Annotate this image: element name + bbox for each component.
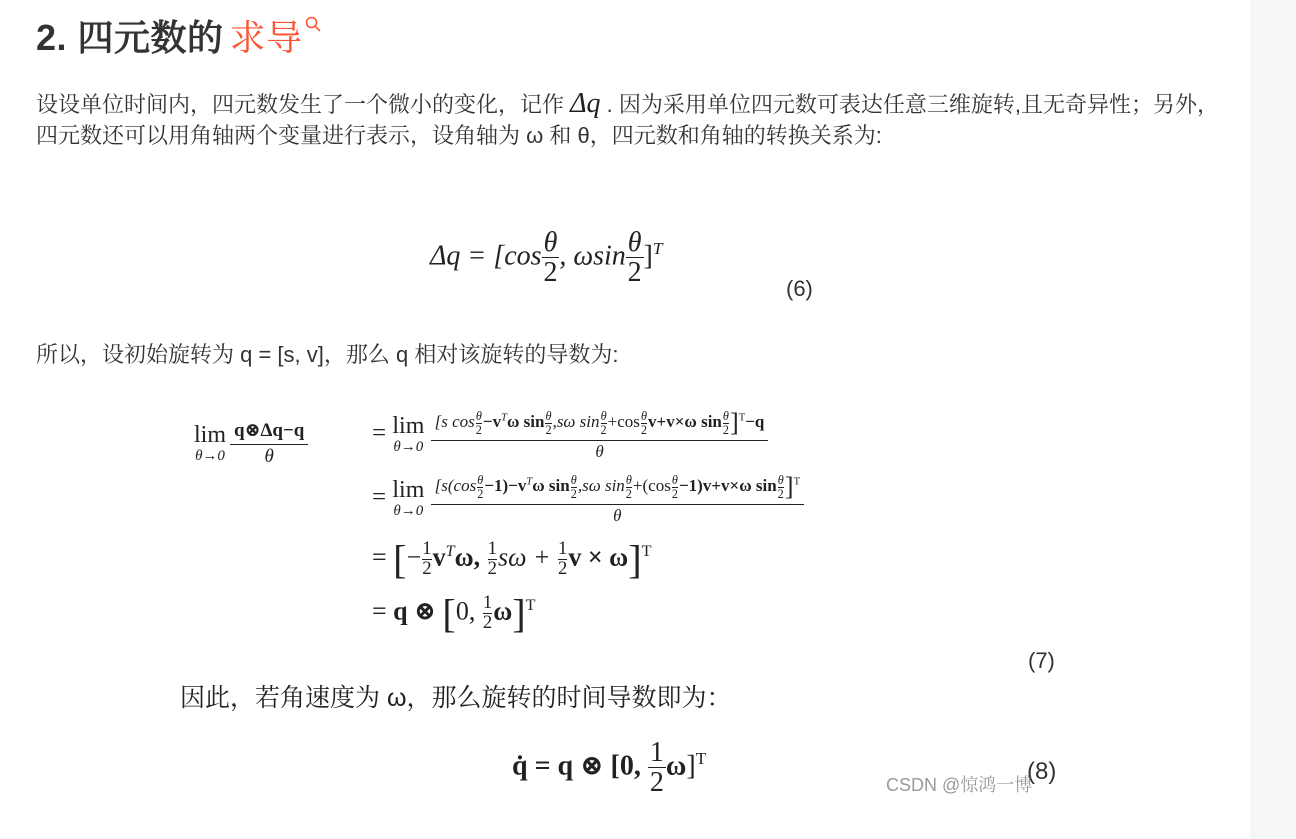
eq7-r2-limit xyxy=(392,478,424,519)
eq7-lhs-frac xyxy=(230,420,308,468)
eq7-lhs-den: θ xyxy=(264,445,274,467)
search-icon[interactable] xyxy=(305,16,321,32)
eq7-r3-half-1-n: 1 xyxy=(422,538,432,560)
eq7-r2-f: −1)v+v×ω sin xyxy=(678,476,777,496)
right-sidebar xyxy=(1250,0,1296,839)
equation-7-number: (7) xyxy=(1028,648,1055,673)
eq8-omega: ω xyxy=(665,750,687,782)
eq7-r3-half-3-d: 2 xyxy=(558,558,568,579)
eq7-r4-c: ω xyxy=(493,596,513,626)
eq6-mid: , ωsin xyxy=(559,240,626,272)
eq7-r3-open: [ xyxy=(393,537,407,582)
equation-7-row-1 xyxy=(372,408,768,462)
delta-q-symbol: Δq xyxy=(570,88,601,119)
eq7-r1-tf3 xyxy=(601,410,607,435)
eq6-frac-1 xyxy=(542,228,560,288)
paragraph-intro-text-b: . 因为采用单位四元数可表达任意三维旋转,且无奇异性；另外，四元数还可以用角轴两个变量进行表示，设角轴为 ω 和 θ，四元数和角轴的转换关系为: xyxy=(36,92,1220,148)
eq7-r1-a: [s cos xyxy=(434,412,475,432)
csdn-watermark: CSDN @惊鸿一博 xyxy=(886,775,1033,795)
eq7-r1-g: ] xyxy=(730,408,739,437)
paragraph-derivative-intro: 所以，设初始旋转为 q = [s, v]，那么 q 相对该旋转的导数为: xyxy=(36,342,619,367)
eq7-r1-tf5 xyxy=(723,410,729,435)
eq7-r2-e: +(cos xyxy=(632,476,671,496)
eq7-r1-num xyxy=(431,408,769,441)
eq7-r4-b: 0, xyxy=(455,596,476,626)
eq7-r2-tf3-d: 2 xyxy=(625,486,632,501)
eq7-r3-c: ω, xyxy=(454,542,481,572)
eq7-r3-half-2-n: 1 xyxy=(487,538,497,560)
eq7-lhs-limit xyxy=(194,423,226,464)
eq6-lhs: Δq = [cos xyxy=(430,240,542,272)
eq7-r3-half-2 xyxy=(488,540,497,578)
eq8-half xyxy=(648,738,666,798)
eq7-r2-tf3 xyxy=(626,474,632,499)
eq8-half-den: 2 xyxy=(649,767,664,799)
paragraph-intro xyxy=(36,88,1226,151)
eq7-r1-f: v+v×ω sin xyxy=(648,412,722,432)
equation-8-number: (8) xyxy=(1027,758,1057,785)
eq7-r1-e: +cos xyxy=(607,412,640,432)
equation-6 xyxy=(430,228,663,288)
eq7-r3-close: ] xyxy=(628,537,642,582)
eq7-r2-tf5 xyxy=(778,474,784,499)
eq7-r2-tf1 xyxy=(477,474,483,499)
eq7-r1-tf5-n: θ xyxy=(722,409,729,424)
eq7-r1-frac xyxy=(431,408,769,462)
eq7-r2-tf4-d: 2 xyxy=(671,486,678,501)
eq7-r1-eq: = xyxy=(372,419,387,447)
eq7-r4-half-n: 1 xyxy=(482,592,493,614)
eq7-r1-tf2-d: 2 xyxy=(545,422,552,437)
eq7-r4-half xyxy=(483,594,492,632)
eq7-r3-b: v xyxy=(432,542,446,572)
eq7-r1-tf2 xyxy=(545,410,551,435)
eq7-r4-close: ] xyxy=(512,591,526,636)
eq7-lhs-lim-sub: θ→0 xyxy=(195,448,225,465)
eq7-r3-half-1-d: 2 xyxy=(422,558,432,579)
eq7-r2-tf1-d: 2 xyxy=(477,486,484,501)
eq7-r1-tf5-d: 2 xyxy=(722,422,729,437)
eq8-lhs: q̇ = q ⊗ [0, xyxy=(512,750,641,782)
equation-8 xyxy=(512,738,706,798)
eq7-r1-d: ,sω sin xyxy=(552,412,600,432)
eq7-r2-num xyxy=(431,472,804,505)
eq7-r1-limit xyxy=(392,414,424,455)
eq7-r2-d: ,sω sin xyxy=(577,476,625,496)
eq7-r1-supT2: T xyxy=(738,412,746,424)
eq7-r2-tf1-n: θ xyxy=(477,473,484,488)
eq7-lhs-lim: lim xyxy=(194,422,227,449)
heading-search-keyword-link[interactable]: 求导 xyxy=(229,17,303,58)
eq7-r4-supT: T xyxy=(525,596,536,614)
eq6-sup: T xyxy=(652,238,663,258)
eq7-r3-half-3-n: 1 xyxy=(558,538,568,560)
eq7-r2-frac xyxy=(431,472,804,526)
eq7-lhs-num: q⊗Δq−q xyxy=(230,420,308,445)
eq7-r1-tf1-d: 2 xyxy=(475,422,482,437)
eq7-r2-a: [s(cos xyxy=(434,476,477,496)
eq7-r2-tf2 xyxy=(571,474,577,499)
eq7-r4-eq: = xyxy=(372,596,387,626)
eq7-r1-tf4-n: θ xyxy=(640,409,647,424)
eq7-r3-e: v × ω xyxy=(568,542,629,572)
equation-7-row-3 xyxy=(372,536,651,583)
eq7-r2-supT2: T xyxy=(793,476,801,488)
eq7-r4-a: q ⊗ xyxy=(393,596,436,626)
eq7-r2-lim: lim xyxy=(392,477,425,504)
eq6-frac-1-den: 2 xyxy=(543,257,558,289)
eq7-r2-lim-sub: θ→0 xyxy=(393,503,424,520)
eq7-r1-tf3-n: θ xyxy=(600,409,607,424)
eq6-frac-2-num: θ xyxy=(627,227,642,258)
eq7-r2-tf4 xyxy=(672,474,678,499)
eq7-r3-half-1 xyxy=(422,540,431,578)
eq7-r2-supT: T xyxy=(526,476,533,488)
eq7-r3-d: sω + xyxy=(497,542,551,572)
eq7-r2-b: −1)−v xyxy=(484,476,527,496)
eq6-frac-2 xyxy=(626,228,644,288)
equation-7-row-2 xyxy=(372,472,804,526)
eq7-r3-half-2-d: 2 xyxy=(487,558,497,579)
eq7-r1-supT: T xyxy=(501,412,507,424)
eq7-r1-h: −q xyxy=(745,412,765,432)
eq8-sup: T xyxy=(695,748,707,768)
eq7-r1-tf4-d: 2 xyxy=(640,422,648,437)
eq7-r2-tf5-d: 2 xyxy=(777,486,784,501)
eq7-r1-tf4 xyxy=(641,410,647,435)
eq7-r1-tf2-n: θ xyxy=(545,409,552,424)
equation-7-lhs xyxy=(194,420,308,468)
eq7-r2-g: ] xyxy=(784,472,794,501)
eq7-r1-b: −v xyxy=(482,412,502,432)
eq7-r1-lim: lim xyxy=(392,413,425,440)
eq7-r2-tf2-d: 2 xyxy=(570,486,577,501)
eq6-close: ] xyxy=(643,240,653,272)
eq7-r3-a: − xyxy=(406,542,422,572)
eq7-r2-tf2-n: θ xyxy=(570,473,577,488)
eq7-r3-supT2: T xyxy=(641,542,652,560)
eq8-half-num: 1 xyxy=(649,737,664,768)
eq7-r3-eq: = xyxy=(372,542,387,572)
eq7-r3-half-3 xyxy=(558,540,567,578)
heading-text: 2. 四元数的 xyxy=(36,17,224,58)
eq6-frac-2-den: 2 xyxy=(627,257,642,289)
eq7-r1-c: ω sin xyxy=(506,412,545,432)
eq7-r2-tf3-n: θ xyxy=(625,473,632,488)
eq7-r1-tf3-d: 2 xyxy=(600,422,607,437)
eq7-r1-tf1-n: θ xyxy=(475,409,482,424)
eq7-r1-den: θ xyxy=(595,442,604,462)
eq7-r2-den: θ xyxy=(613,506,622,526)
equation-6-number: (6) xyxy=(786,276,813,301)
eq6-frac-1-num: θ xyxy=(543,227,558,258)
equation-7-row-4 xyxy=(372,590,535,637)
section-heading xyxy=(36,10,319,61)
paragraph-angular-velocity: 因此，若角速度为 ω，那么旋转的时间导数即为： xyxy=(180,684,732,712)
eq7-r4-half-d: 2 xyxy=(482,612,493,633)
eq7-r2-tf4-n: θ xyxy=(671,473,678,488)
eq7-r2-tf5-n: θ xyxy=(777,473,784,488)
eq7-r3-supT: T xyxy=(445,542,455,560)
eq7-r1-tf1 xyxy=(476,410,482,435)
eq7-r1-lim-sub: θ→0 xyxy=(393,439,424,456)
eq8-close: ] xyxy=(686,750,696,782)
eq7-r2-eq: = xyxy=(372,483,387,511)
paragraph-intro-text-a: 设设单位时间内，四元数发生了一个微小的变化，记作 xyxy=(36,92,571,117)
eq7-r2-c: ω sin xyxy=(532,476,570,496)
eq7-r4-open: [ xyxy=(442,591,456,636)
